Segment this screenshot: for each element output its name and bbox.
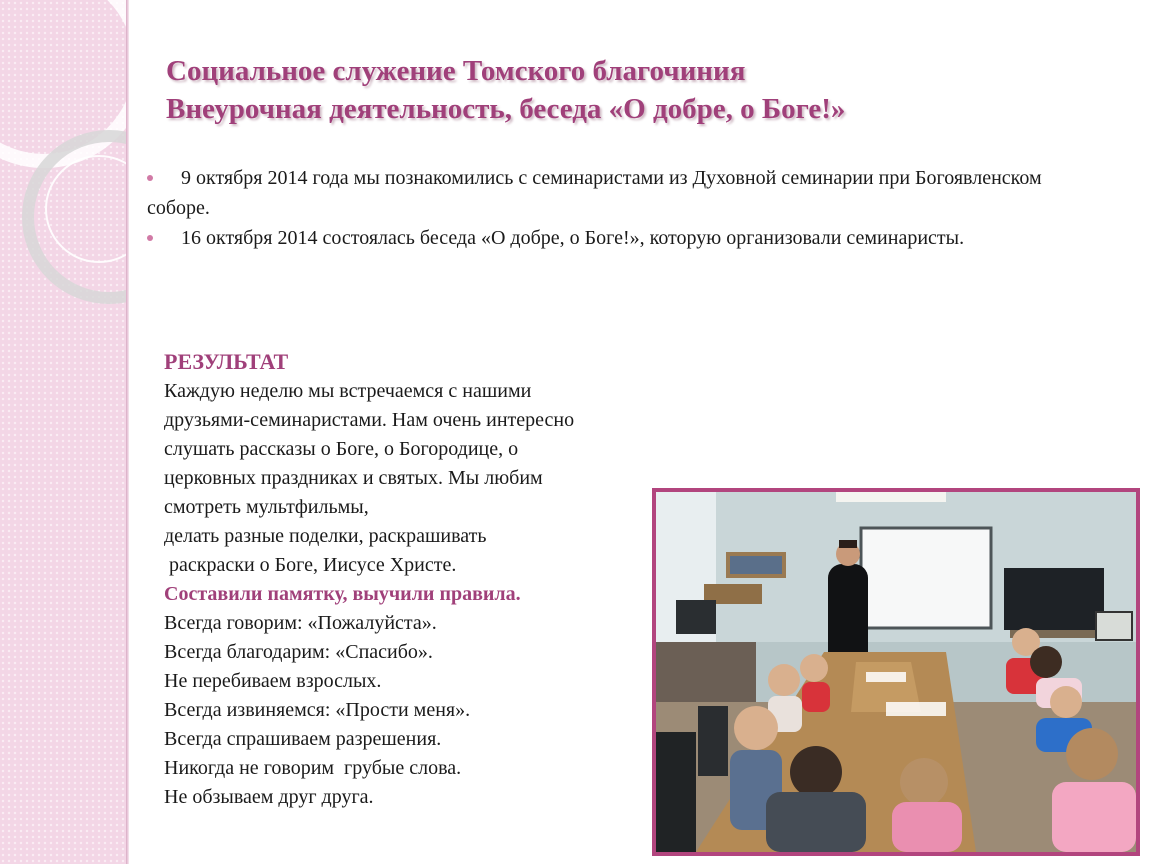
rule-item: Никогда не говорим грубые слова. [164,757,462,779]
title-line-1: Социальное служение Томского благочиния [166,55,746,87]
result-heading: РЕЗУЛЬТАТ [164,349,289,374]
title-line-2: Внеурочная деятельность, беседа «О добре, о Боге!» [166,93,846,125]
rule-item: Всегда спрашиваем разрешения. [164,728,442,750]
rule-item: Всегда извиняемся: «Прости меня». [164,699,471,721]
slide-title [166,52,1066,128]
rule-item: Всегда благодарим: «Спасибо». [164,641,433,663]
bullet-item [147,223,1067,253]
result-section [164,347,664,812]
result-line: Каждую неделю мы встречаемся с нашими [164,380,532,402]
bullet-text: 9 октября 2014 года мы познакомились с семинаристами из Духовной семинарии при Богоявленском соборе. [147,167,1042,219]
rule-item: Не перебиваем взрослых. [164,670,382,692]
rule-item: Всегда говорим: «Пожалуйста». [164,612,437,634]
bullet-list [147,163,1067,253]
classroom-photo [652,488,1140,856]
strip-edge [126,0,129,864]
rules-subheading: Составили памятку, выучили правила. [164,583,521,605]
result-line: делать разные поделки, раскрашивать [164,525,487,547]
bullet-item [147,163,1067,223]
result-line: друзьями-семинаристами. Нам очень интересно [164,409,575,431]
result-line: раскраски о Боге, Иисусе Христе. [164,554,457,576]
bullet-dot-icon [147,235,153,241]
bullet-dot-icon [147,175,153,181]
result-line: церковных праздниках и святых. Мы любим [164,467,543,489]
result-line: слушать рассказы о Боге, о Богородице, о [164,438,519,460]
bullet-text: 16 октября 2014 состоялась беседа «О добре, о Боге!», которую организовали семинаристы. [181,227,965,249]
result-line: смотреть мультфильмы, [164,496,369,518]
rule-item: Не обзываем друг друга. [164,786,374,808]
decorative-side-strip [0,0,126,864]
classroom-photo-illustration [656,492,1136,852]
